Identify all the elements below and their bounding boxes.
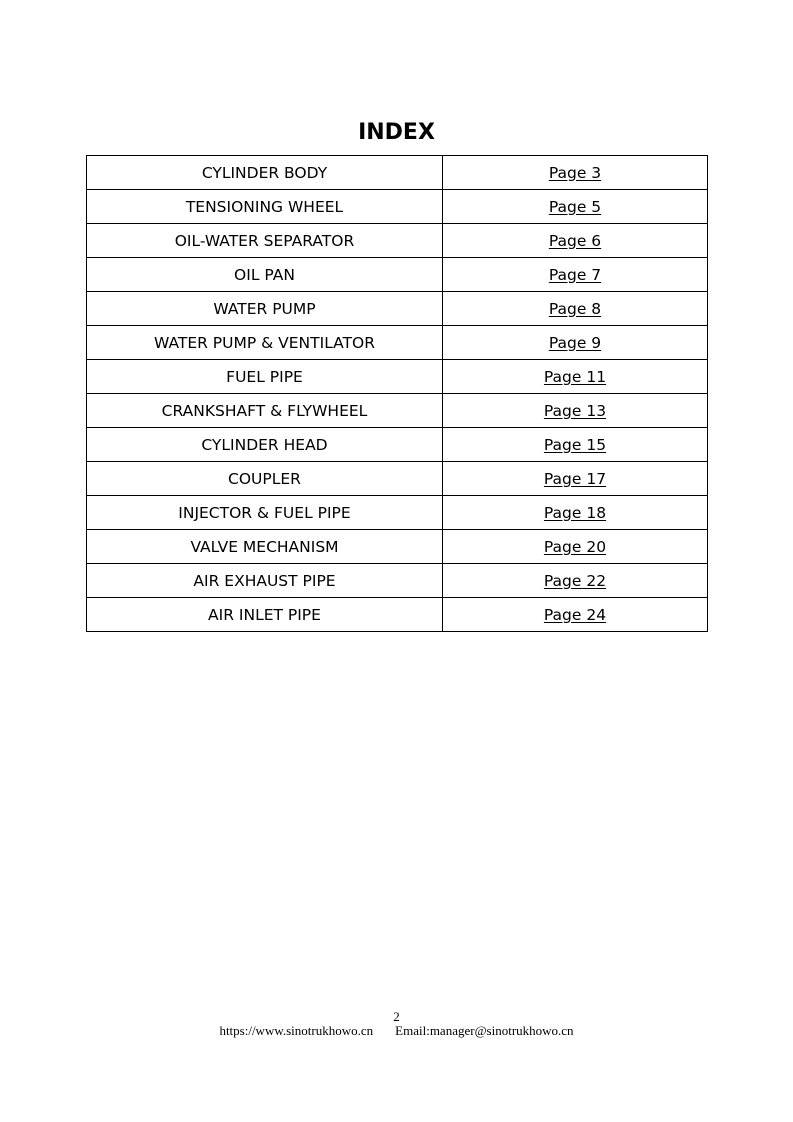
- section-name: WATER PUMP: [87, 292, 443, 326]
- footer: [0, 1023, 793, 1039]
- page-cell: [443, 360, 708, 394]
- table-row: [87, 326, 708, 360]
- page-cell: [443, 564, 708, 598]
- table-row: [87, 530, 708, 564]
- page-cell: [443, 190, 708, 224]
- page-title: INDEX: [358, 120, 435, 145]
- section-name: AIR INLET PIPE: [87, 598, 443, 632]
- index-table-body: [87, 156, 708, 632]
- section-name: CYLINDER HEAD: [87, 428, 443, 462]
- page-link[interactable]: Page 3: [548, 163, 602, 182]
- page-link[interactable]: Page 7: [548, 265, 602, 284]
- table-row: [87, 360, 708, 394]
- section-name: FUEL PIPE: [87, 360, 443, 394]
- table-row: [87, 258, 708, 292]
- table-row: [87, 394, 708, 428]
- page-cell: [443, 258, 708, 292]
- page-link[interactable]: Page 8: [548, 299, 602, 318]
- page-link[interactable]: Page 17: [543, 469, 607, 488]
- table-row: [87, 598, 708, 632]
- page-link[interactable]: Page 9: [548, 333, 602, 352]
- section-name: VALVE MECHANISM: [87, 530, 443, 564]
- page-cell: [443, 598, 708, 632]
- page-cell: [443, 326, 708, 360]
- page-cell: [443, 462, 708, 496]
- page-cell: [443, 156, 708, 190]
- section-name: WATER PUMP & VENTILATOR: [87, 326, 443, 360]
- table-row: [87, 564, 708, 598]
- footer-website-link[interactable]: https://www.sinotrukhowo.cn: [219, 1023, 374, 1038]
- page-link[interactable]: Page 15: [543, 435, 607, 454]
- page-cell: [443, 428, 708, 462]
- table-row: [87, 462, 708, 496]
- table-row: [87, 496, 708, 530]
- page-cell: [443, 394, 708, 428]
- section-name: COUPLER: [87, 462, 443, 496]
- index-table: [86, 155, 708, 632]
- section-name: AIR EXHAUST PIPE: [87, 564, 443, 598]
- page-cell: [443, 292, 708, 326]
- section-name: CRANKSHAFT & FLYWHEEL: [87, 394, 443, 428]
- footer-email-link[interactable]: Email:manager@sinotrukhowo.cn: [395, 1023, 574, 1038]
- page-link[interactable]: Page 5: [548, 197, 602, 216]
- page-link[interactable]: Page 22: [543, 571, 607, 590]
- section-name: INJECTOR & FUEL PIPE: [87, 496, 443, 530]
- section-name: CYLINDER BODY: [87, 156, 443, 190]
- table-row: [87, 224, 708, 258]
- page-link[interactable]: Page 18: [543, 503, 607, 522]
- page-cell: [443, 530, 708, 564]
- table-row: [87, 190, 708, 224]
- page-cell: [443, 224, 708, 258]
- footer-page-number: 2: [393, 1009, 400, 1024]
- table-row: [87, 428, 708, 462]
- page-link[interactable]: Page 24: [543, 605, 607, 624]
- section-name: OIL PAN: [87, 258, 443, 292]
- page-link[interactable]: Page 11: [543, 367, 607, 386]
- page-link[interactable]: Page 13: [543, 401, 607, 420]
- page-cell: [443, 496, 708, 530]
- table-row: [87, 156, 708, 190]
- page-link[interactable]: Page 20: [543, 537, 607, 556]
- table-row: [87, 292, 708, 326]
- section-name: TENSIONING WHEEL: [87, 190, 443, 224]
- section-name: OIL-WATER SEPARATOR: [87, 224, 443, 258]
- page-link[interactable]: Page 6: [548, 231, 602, 250]
